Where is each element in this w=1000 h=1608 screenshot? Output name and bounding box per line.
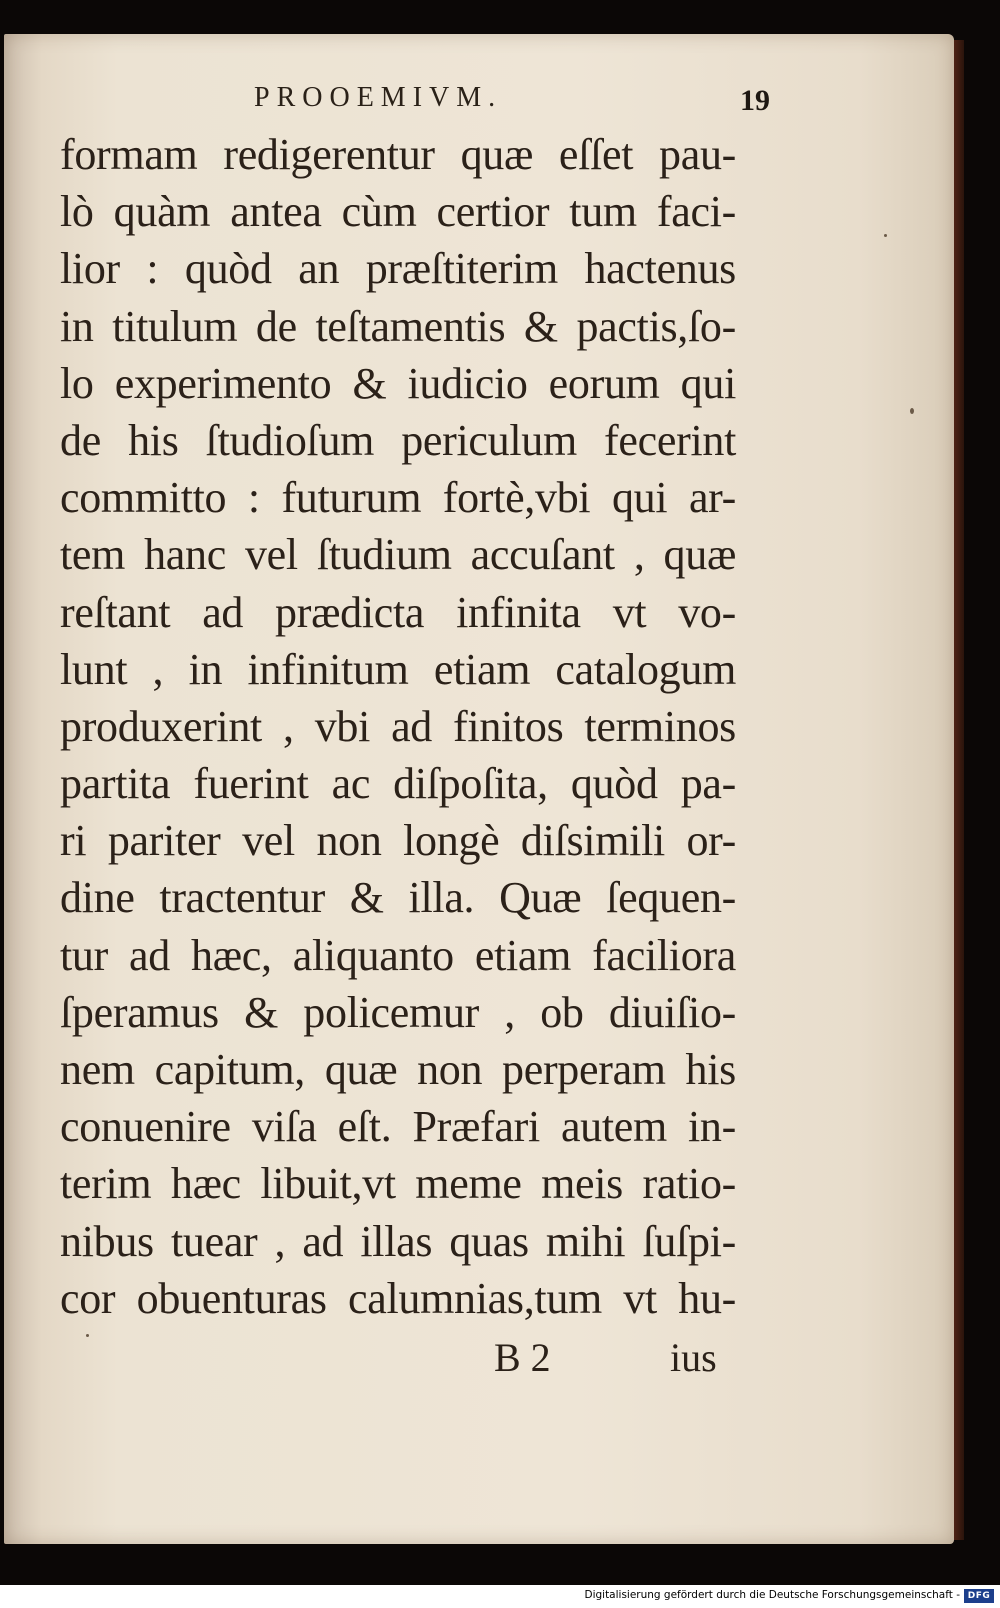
text-line: dine tractentur & illa. Quæ ſequen- <box>60 873 736 923</box>
text-line: committo : futurum fortè,vbi qui ar- <box>60 473 736 523</box>
text-line: tem hanc vel ſtudium accuſant , quæ <box>60 530 736 580</box>
digitization-footer <box>0 1585 1000 1608</box>
catchline <box>4 1334 954 1394</box>
text-line: cor obuenturas calumnias,tum vt hu- <box>60 1273 736 1323</box>
book-page <box>4 34 954 1544</box>
paper-speck <box>86 1334 89 1337</box>
dfg-logo: DFG <box>964 1589 994 1603</box>
text-line: lior : quòd an præſtiterim hactenus <box>60 244 736 294</box>
text-line: produxerint , vbi ad finitos terminos <box>60 701 736 751</box>
catchword: ius <box>670 1335 717 1380</box>
text-line: terim hæc libuit,vt meme meis ratio- <box>60 1159 736 1209</box>
funding-credit: Digitalisierung gefördert durch die Deutsche Forschungsgemeinschaft - <box>584 1589 960 1601</box>
text-line: partita fuerint ac diſpoſita, quòd pa- <box>60 759 736 809</box>
text-line: in titulum de teſtamentis & pactis,ſo- <box>60 301 736 351</box>
text-line: lo experimento & iudicio eorum qui <box>60 358 736 408</box>
text-line: de his ſtudioſum periculum fecerint <box>60 415 736 465</box>
text-block <box>60 126 736 1327</box>
paper-speck <box>884 234 887 237</box>
folio-number: 19 <box>740 84 770 117</box>
page-content <box>4 34 954 1544</box>
text-line: nibus tuear , ad illas quas mihi ſuſpi- <box>60 1216 736 1266</box>
running-head: PROOEMIVM. <box>254 82 503 113</box>
paper-speck <box>910 408 914 414</box>
page-header <box>4 82 954 122</box>
text-line: conuenire viſa eſt. Præfari autem in- <box>60 1102 736 1152</box>
text-line: formam redigerentur quæ eſſet pau- <box>60 130 736 179</box>
text-line: ri pariter vel non longè diſsimili or- <box>60 816 736 866</box>
text-line: tur ad hæc, aliquanto etiam faciliora <box>60 930 736 980</box>
text-line: reſtant ad prædicta infinita vt vo- <box>60 587 736 637</box>
text-line: lunt , in infinitum etiam catalogum <box>60 644 736 694</box>
text-line: nem capitum, quæ non perperam his <box>60 1045 736 1094</box>
text-line: lò quàm antea cùm certior tum faci- <box>60 187 736 237</box>
signature-mark: B 2 <box>494 1335 551 1380</box>
text-line: ſperamus & policemur , ob diuiſio- <box>60 987 736 1037</box>
